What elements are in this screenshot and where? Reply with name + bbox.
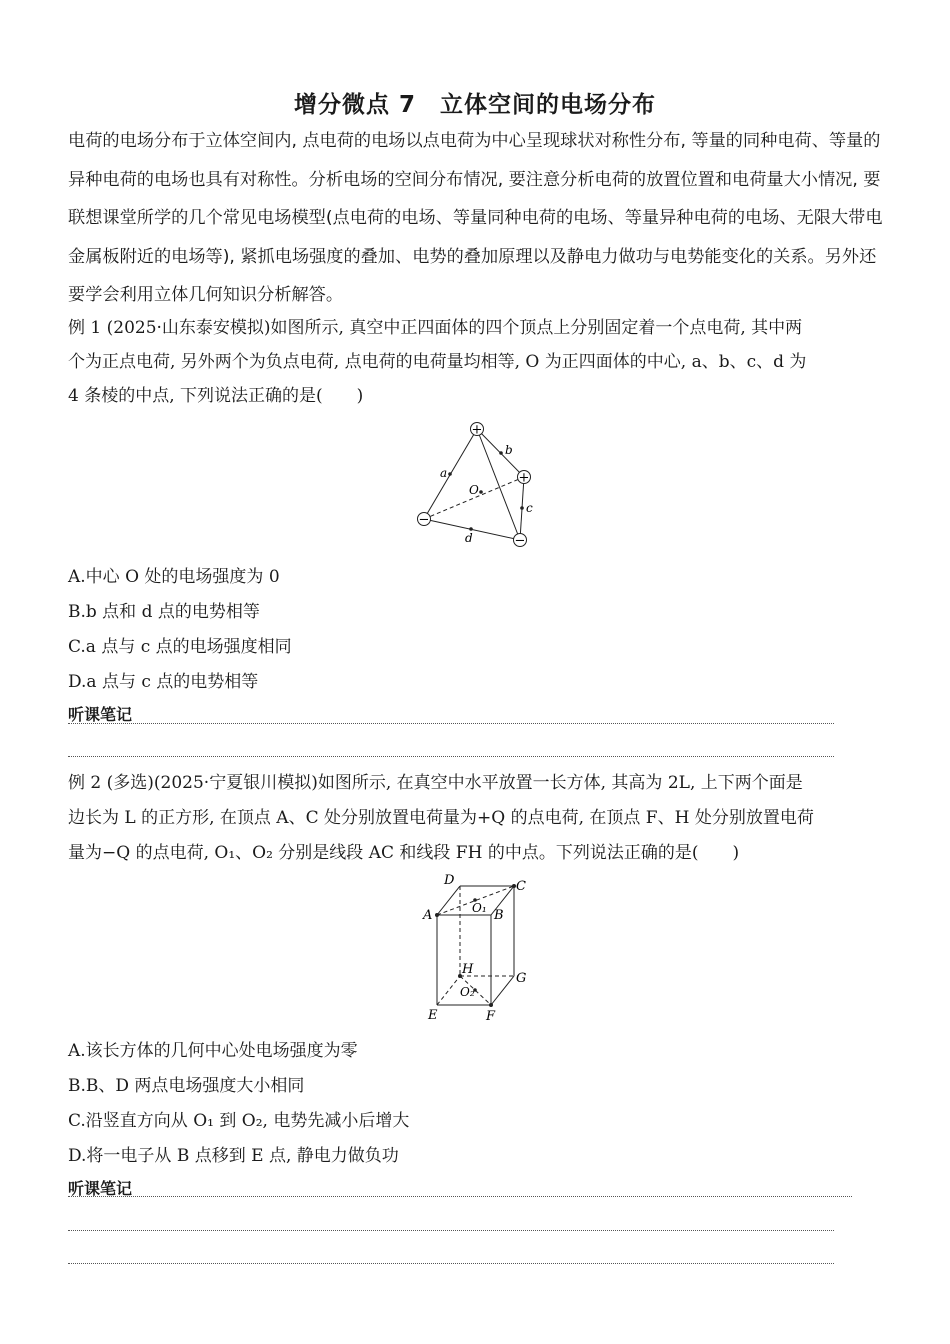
positive-charge-top	[471, 423, 484, 438]
note-line	[68, 1230, 834, 1231]
label-H: H	[462, 962, 474, 977]
example2-option-d: D.将一电子从 B 点移到 E 点, 静电力做负功	[68, 1146, 399, 1166]
label-d: d	[465, 531, 473, 545]
tetrahedron-figure	[405, 416, 555, 556]
label-O2: O₂	[460, 985, 475, 999]
label-B: B	[494, 908, 504, 923]
negative-charge-left	[418, 513, 431, 528]
label-O1: O₁	[472, 901, 487, 915]
label-a: a	[440, 466, 448, 480]
example1-line3: 4 条棱的中点, 下列说法正确的是( )	[68, 386, 364, 406]
label-O: O	[469, 483, 479, 497]
note-line	[68, 1263, 834, 1264]
example1-option-d: D.a 点与 c 点的电势相等	[68, 672, 259, 692]
svg-text:−: −	[418, 512, 430, 528]
example1-option-b: B.b 点和 d 点的电势相等	[68, 602, 260, 622]
example2-line1: 例 2 (多选)(2025·宁夏银川模拟)如图所示, 在真空中水平放置一长方体, 其高为 2L, 上下两个面是	[68, 773, 803, 793]
note-line	[68, 723, 834, 724]
example2-line3: 量为−Q 的点电荷, O₁、O₂ 分别是线段 AC 和线段 FH 的中点。下列说法正确的是( )	[68, 843, 740, 863]
label-C: C	[516, 879, 526, 894]
svg-text:+: +	[471, 422, 483, 438]
example1-option-a: A.中心 O 处的电场强度为 0	[68, 567, 280, 587]
example2-option-b: B.B、D 两点电场强度大小相同	[68, 1076, 305, 1096]
example2-option-a: A.该长方体的几何中心处电场强度为零	[68, 1041, 358, 1061]
example2-line2: 边长为 L 的正方形, 在顶点 A、C 处分别放置电荷量为+Q 的点电荷, 在顶点 F、H 处分别放置电荷	[68, 808, 814, 828]
negative-charge-bottom	[514, 534, 527, 549]
page-title: 增分微点 7 立体空间的电场分布	[293, 92, 656, 118]
note-line	[68, 1196, 852, 1197]
example1-line1: 例 1 (2025·山东泰安模拟)如图所示, 真空中正四面体的四个顶点上分别固定着一个点电荷, 其中两	[68, 318, 803, 338]
label-c: c	[526, 501, 533, 515]
cuboid-figure	[420, 872, 540, 1027]
notes-label-2: 听课笔记	[68, 1179, 133, 1198]
svg-text:−: −	[514, 533, 526, 549]
example1-line2: 个为正点电荷, 另外两个为负点电荷, 点电荷的电荷量均相等, O 为正四面体的中心, a、b、c、d 为	[68, 352, 807, 372]
label-A: A	[423, 908, 433, 923]
notes-label-1: 听课笔记	[68, 705, 133, 724]
intro-paragraph: 电荷的电场分布于立体空间内, 点电荷的电场以点电荷为中心呈现球状对称性分布, 等量的同种电荷、等量的异种电荷的电场也具有对称性。分析电场的空间分布情况, 要注意分析电荷的放置位置和电荷量大小情况, 要联想课堂所学的几个常见电场模型(点电荷的电场、等量同种电荷的电场、等量异种电荷的电场、无限大带电金属板附近的电场等), 紧抓电场强度的叠加、电势的叠加原理以及静电力做功与电势能变化的关系。另外还要学会利用立体几何知识分析解答。	[68, 131, 883, 305]
label-F: F	[486, 1009, 496, 1024]
note-line	[68, 756, 834, 757]
example2-option-c: C.沿竖直方向从 O₁ 到 O₂, 电势先减小后增大	[68, 1111, 410, 1131]
svg-text:+: +	[518, 470, 530, 486]
label-b: b	[505, 443, 513, 457]
label-E: E	[428, 1008, 438, 1023]
positive-charge-right	[518, 471, 531, 486]
example1-option-c: C.a 点与 c 点的电场强度相同	[68, 637, 292, 657]
label-D: D	[444, 873, 455, 888]
label-G: G	[516, 971, 527, 986]
